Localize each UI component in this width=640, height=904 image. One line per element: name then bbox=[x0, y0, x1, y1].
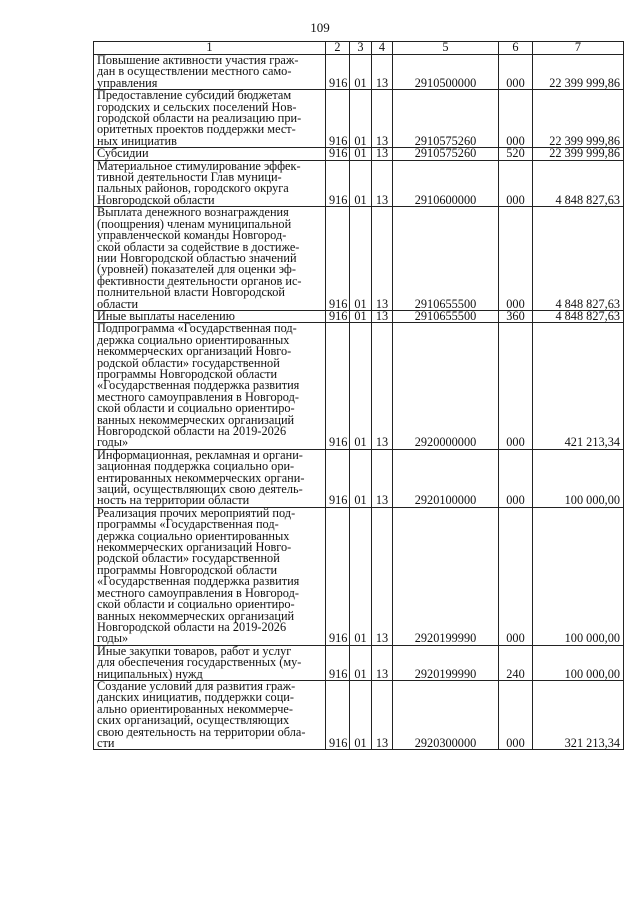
section-cell: 01 bbox=[350, 160, 372, 207]
amount-cell: 100 000,00 bbox=[533, 507, 624, 645]
admin-code-cell: 916 bbox=[326, 507, 350, 645]
subsection-cell: 13 bbox=[372, 645, 393, 680]
column-header: 4 bbox=[372, 42, 393, 55]
expense-type-cell: 000 bbox=[499, 90, 533, 148]
target-article-cell: 2920199990 bbox=[393, 645, 499, 680]
admin-code-cell: 916 bbox=[326, 55, 350, 90]
column-header: 1 bbox=[94, 42, 326, 55]
target-article-cell: 2910655500 bbox=[393, 310, 499, 322]
expense-type-cell: 000 bbox=[499, 507, 533, 645]
row-name-cell: Материальное стимулирование эффек- тивной деятельности Глав муници- пальных районов, городского округа Новгородской области bbox=[94, 160, 326, 207]
admin-code-cell: 916 bbox=[326, 680, 350, 749]
subsection-cell: 13 bbox=[372, 507, 393, 645]
amount-cell: 4 848 827,63 bbox=[533, 207, 624, 311]
budget-table bbox=[93, 41, 624, 750]
section-cell: 01 bbox=[350, 310, 372, 322]
expense-type-cell: 240 bbox=[499, 645, 533, 680]
subsection-cell: 13 bbox=[372, 680, 393, 749]
expense-type-cell: 360 bbox=[499, 310, 533, 322]
row-name-cell: Предоставление субсидий бюджетам городских и сельских поселений Нов- городской области на реализацию при- оритетных проектов поддержки мест- ных инициатив bbox=[94, 90, 326, 148]
table-row bbox=[94, 323, 624, 449]
admin-code-cell: 916 bbox=[326, 90, 350, 148]
amount-cell: 4 848 827,63 bbox=[533, 160, 624, 207]
amount-cell: 22 399 999,86 bbox=[533, 148, 624, 160]
expense-type-cell: 000 bbox=[499, 160, 533, 207]
admin-code-cell: 916 bbox=[326, 148, 350, 160]
subsection-cell: 13 bbox=[372, 148, 393, 160]
row-name-cell: Реализация прочих мероприятий под- программы «Государственная под- держка социально ориентированных некоммерческих организаций Новго- родской области» государственной программы Новгородской области «Государственная поддержка развития местного самоуправления в Новгород- ской области и социально ориентиро- ванных некоммерческих организаций Новгородской области на 2019-2026 годы» bbox=[94, 507, 326, 645]
target-article-cell: 2910655500 bbox=[393, 207, 499, 311]
target-article-cell: 2910500000 bbox=[393, 55, 499, 90]
section-cell: 01 bbox=[350, 90, 372, 148]
target-article-cell: 2920300000 bbox=[393, 680, 499, 749]
target-article-cell: 2920000000 bbox=[393, 323, 499, 449]
admin-code-cell: 916 bbox=[326, 160, 350, 207]
row-name-cell: Подпрограмма «Государственная под- держка социально ориентированных некоммерческих организаций Новго- родской области» государственной программы Новгородской области «Государственная поддержка развития местного самоуправления в Новгород- ской области и социально ориентиро- ванных некоммерческих организаций Новгородской области на 2019-2026 годы» bbox=[94, 323, 326, 449]
section-cell: 01 bbox=[350, 680, 372, 749]
subsection-cell: 13 bbox=[372, 310, 393, 322]
target-article-cell: 2910575260 bbox=[393, 90, 499, 148]
expense-type-cell: 000 bbox=[499, 449, 533, 507]
table-row bbox=[94, 507, 624, 645]
expense-type-cell: 000 bbox=[499, 323, 533, 449]
admin-code-cell: 916 bbox=[326, 323, 350, 449]
amount-cell: 421 213,34 bbox=[533, 323, 624, 449]
page-number: 109 bbox=[310, 20, 330, 35]
subsection-cell: 13 bbox=[372, 207, 393, 311]
amount-cell: 321 213,34 bbox=[533, 680, 624, 749]
column-header: 3 bbox=[350, 42, 372, 55]
admin-code-cell: 916 bbox=[326, 645, 350, 680]
table-row bbox=[94, 680, 624, 749]
column-header: 7 bbox=[533, 42, 624, 55]
table-row bbox=[94, 160, 624, 207]
row-name-cell: Повышение активности участия граж- дан в осуществлении местного само- управления bbox=[94, 55, 326, 90]
table-row bbox=[94, 645, 624, 680]
row-name-cell: Иные закупки товаров, работ и услуг для обеспечения государственных (му- ниципальных) нужд bbox=[94, 645, 326, 680]
section-cell: 01 bbox=[350, 507, 372, 645]
amount-cell: 22 399 999,86 bbox=[533, 90, 624, 148]
admin-code-cell: 916 bbox=[326, 207, 350, 311]
amount-cell: 100 000,00 bbox=[533, 645, 624, 680]
target-article-cell: 2910600000 bbox=[393, 160, 499, 207]
subsection-cell: 13 bbox=[372, 55, 393, 90]
section-cell: 01 bbox=[350, 148, 372, 160]
row-name-cell: Субсидии bbox=[94, 148, 326, 160]
expense-type-cell: 000 bbox=[499, 55, 533, 90]
column-header: 6 bbox=[499, 42, 533, 55]
target-article-cell: 2920100000 bbox=[393, 449, 499, 507]
row-name-cell: Создание условий для развития граж- данских инициатив, поддержки соци- ально ориентированных некоммерче- ских организаций, осуществляющих свою деятельность на территории обла- сти bbox=[94, 680, 326, 749]
admin-code-cell: 916 bbox=[326, 449, 350, 507]
column-header: 5 bbox=[393, 42, 499, 55]
subsection-cell: 13 bbox=[372, 449, 393, 507]
table-row bbox=[94, 90, 624, 148]
admin-code-cell: 916 bbox=[326, 310, 350, 322]
target-article-cell: 2910575260 bbox=[393, 148, 499, 160]
subsection-cell: 13 bbox=[372, 160, 393, 207]
column-header: 2 bbox=[326, 42, 350, 55]
section-cell: 01 bbox=[350, 323, 372, 449]
row-name-cell: Информационная, рекламная и органи- зационная поддержка социально ори- ентированных некоммерческих органи- заций, осуществляющих свою деятель- ность на территории области bbox=[94, 449, 326, 507]
section-cell: 01 bbox=[350, 207, 372, 311]
subsection-cell: 13 bbox=[372, 323, 393, 449]
section-cell: 01 bbox=[350, 645, 372, 680]
table-body bbox=[94, 42, 624, 750]
section-cell: 01 bbox=[350, 449, 372, 507]
subsection-cell: 13 bbox=[372, 90, 393, 148]
expense-type-cell: 000 bbox=[499, 207, 533, 311]
amount-cell: 100 000,00 bbox=[533, 449, 624, 507]
amount-cell: 22 399 999,86 bbox=[533, 55, 624, 90]
section-cell: 01 bbox=[350, 55, 372, 90]
row-name-cell: Выплата денежного вознаграждения (поощрения) членам муниципальной управленческой команды Новгород- ской области за содействие в достиже- нии Новгородской областью значений (уровней) показателей для оценки эф- фективности деятельности органов ис- полнительной власти Новгородской области bbox=[94, 207, 326, 311]
expense-type-cell: 520 bbox=[499, 148, 533, 160]
table-row bbox=[94, 55, 624, 90]
table-row bbox=[94, 449, 624, 507]
table-row bbox=[94, 207, 624, 311]
amount-cell: 4 848 827,63 bbox=[533, 310, 624, 322]
row-name-cell: Иные выплаты населению bbox=[94, 310, 326, 322]
expense-type-cell: 000 bbox=[499, 680, 533, 749]
target-article-cell: 2920199990 bbox=[393, 507, 499, 645]
